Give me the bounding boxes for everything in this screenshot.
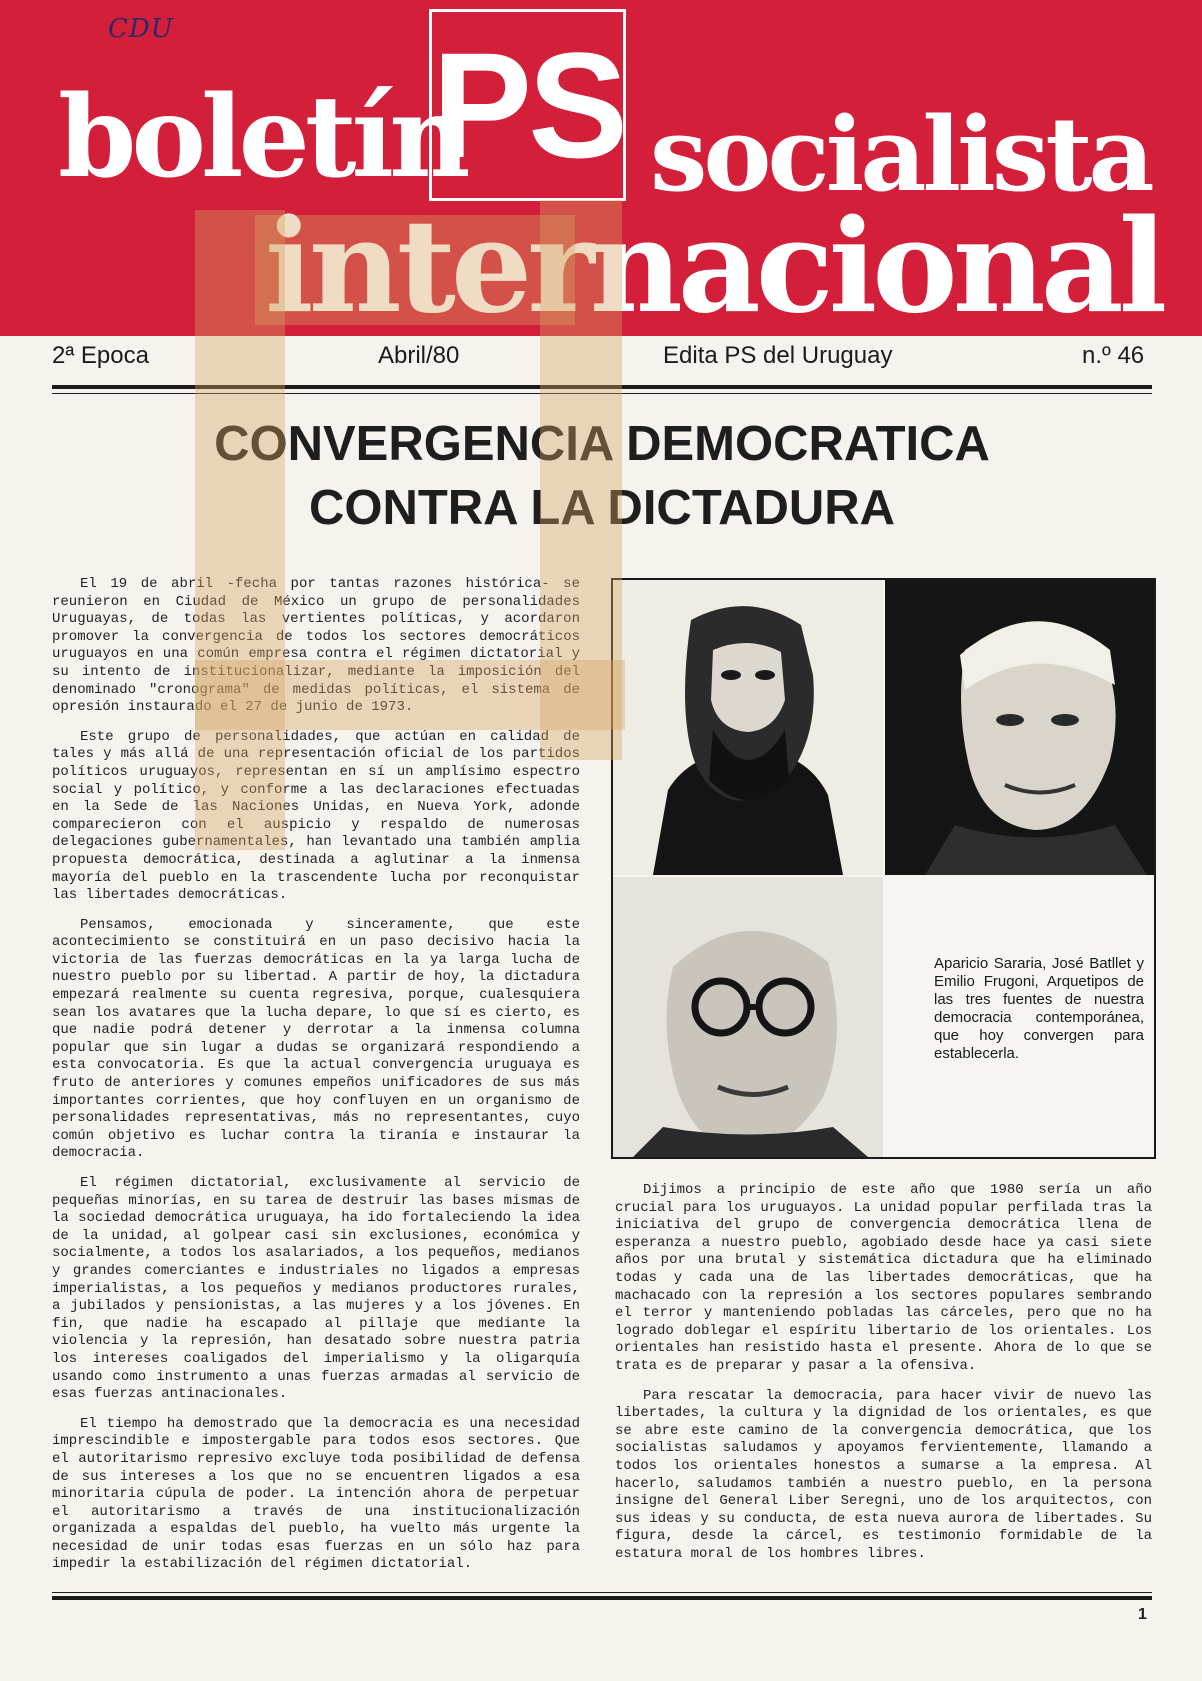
- headline-line-2: CONTRA LA DICTADURA: [308, 481, 896, 535]
- ps-logo: PS: [429, 9, 626, 201]
- right-paragraph: Dijimos a principio de este año que 1980 sería un año crucial para los uruguayos. La unidad popular perfilada tras la iniciativa del grupo de convergencia democrática llena de esperanza a nuestro pueblo, agobiado desde hace ya casi siete años por una brutal y sistemática dictadura que ha eliminado todas y cada una de las libertades democráticas, que ha machacado con la represión a los sectores populares sembrando el terror y manteniendo pobladas las cárceles, pero que no ha logrado doblegar el espíritu libertario de los orientales. Los orientales han resistido hasta el presente. Ahora de lo que se trata es de preparar y pasar a la ofensiva.: [615, 1182, 1152, 1374]
- left-paragraph: Pensamos, emocionada y sinceramente, que este acontecimiento se constituirá en un paso decisivo hacia la victoria de las fuerzas democráticas en la ya larga lucha de nuestro pueblo por su libertad. A partir de hoy, la dictadura empezará realmente su cuenta regresiva, porque, cualesquiera sean los avatares que la lucha depare, lo que sí es cierto, es que nadie podrá detener y derrotar a la inmensa columna popular que sin lugar a dudas se organizará respondiendo a esta convocatoria. Es que la actual convergencia uruguaya es fruto de anteriores y comunes empeños unificadores de sus más importantes corrientes, que hoy confluyen en un organismo de personalidades representativas, más no representantes, cuyo común objetivo es luchar contra la tiranía e instaurar la democracia.: [52, 916, 580, 1162]
- left-column: [52, 576, 580, 1586]
- masthead: [0, 0, 1202, 336]
- left-paragraph: El 19 de abril -fecha por tantas razones histórica- se reunieron en Ciudad de México un grupo de personalidades Uruguayas, de todas las vertientes políticas, y acordaron promover la convergencia de todos los sectores democráticos uruguayos en una común empresa contra el régimen dictatorial y su intento de institucionalizar, mediante la imposición del denominado "cronograma" de medidas políticas, el sistema de opresión instaurado el 27 de junio de 1973.: [52, 576, 580, 716]
- issue-number: n.º 46: [1082, 342, 1145, 369]
- left-paragraph: El tiempo ha demostrado que la democracia es una necesidad imprescindible e impostergable para todos esos sectores. Que el autoritarismo represivo excluye toda posibilidad de defensa de sus intereses a los que no se encuentren ligados a esa minoritaria cúpula de poder. La intención ahora de perpetuar el autoritarismo a través de una institucionalización organizada a espaldas del pueblo, ha vuelto más urgente la necesidad de unir todas esas fuerzas en un sólo haz para impedir la estabilización del régimen dictatorial.: [52, 1415, 580, 1573]
- headline-line-1: CONVERGENCIA DEMOCRATICA: [214, 417, 990, 471]
- portrait-jose-batlle: [885, 580, 1154, 875]
- title-internacional: internacional: [265, 192, 1163, 336]
- header-rule-thin: [52, 393, 1152, 394]
- page-number: 1: [1138, 1606, 1147, 1623]
- footer-rule-thick: [52, 1596, 1152, 1600]
- handwritten-note: CDU: [108, 14, 174, 44]
- portrait-aparicio-saravia: [613, 580, 883, 875]
- issue-epoch: 2ª Epoca: [52, 342, 149, 369]
- portrait-emilio-frugoni: [613, 877, 883, 1157]
- header-rule-thick: [52, 385, 1152, 389]
- title-boletin: boletín: [58, 72, 466, 203]
- right-column: [615, 1182, 1152, 1575]
- photo-caption: Aparicio Sararia, José Batllet y Emilio Frugoni, Arquetipos de las tres fuentes de nuestra democracia contemporánea, que hoy convergen para establecerla.: [934, 955, 1144, 1062]
- left-paragraph: Este grupo de personalidades, que actúan en calidad de tales y más allá de una representación oficial de los partidos políticos uruguayos, representan en sí un amplísimo espectro social y político, y conforme a las declaraciones efectuadas en la Sede de las Naciones Unidas, en Nueva York, adonde comparecieron con el auspicio y respaldo de numerosas delegaciones gubernamentales, han levantado una también amplia propuesta democrática, destinada a aglutinar a la inmensa mayoría del pueblo en la trascendente lucha por reconquistar las libertades democráticas.: [52, 728, 580, 904]
- issue-date: Abril/80: [378, 342, 460, 369]
- portrait-grid: [611, 578, 1156, 1159]
- issue-publisher: Edita PS del Uruguay: [663, 342, 893, 369]
- left-paragraph: El régimen dictatorial, exclusivamente al servicio de pequeñas minorías, en su tarea de destruir las bases mismas de la sociedad democrática uruguaya, ha ido fortaleciendo la idea de la unidad, al golpear casi sin exclusiones, económica y socialmente, a todos los asalariados, a los pequeños, medianos y grandes comerciantes e industriales no ligados a empresas imperialistas, a los pequeños y medianos productores rurales, a jubilados y pensionistas, a las mujeres y a los jóvenes. En fin, que nadie ha escapado al pillaje que mediante la violencia y la represión, han desatado sobre nuestra patria los intereses coaligados del imperialismo y la oligarquía usando como instrumento a unas fuerzas armadas al servicio de esas fuerzas antinacionales.: [52, 1175, 580, 1403]
- right-paragraph: Para rescatar la democracia, para hacer vivir de nuevo las libertades, la cultura y la dignidad de los orientales, es que se abre este camino de la convergencia democrática, que los socialistas saludamos y apoyamos fervientemente, llamando a todos los orientales honestos a sumarse a la empresa. Al hacerlo, saludamos también a nuestro pueblo, en la persona insigne del General Liber Seregni, uno de los arquitectos, con sus ideas y su conducta, de esta nueva aurora de libertades. Su figura, desde la cárcel, es testimonio formidable de la estatura moral de los hombres libres.: [615, 1387, 1152, 1562]
- footer-rule-thin: [52, 1592, 1152, 1593]
- title-socialista: socialista: [650, 95, 1151, 215]
